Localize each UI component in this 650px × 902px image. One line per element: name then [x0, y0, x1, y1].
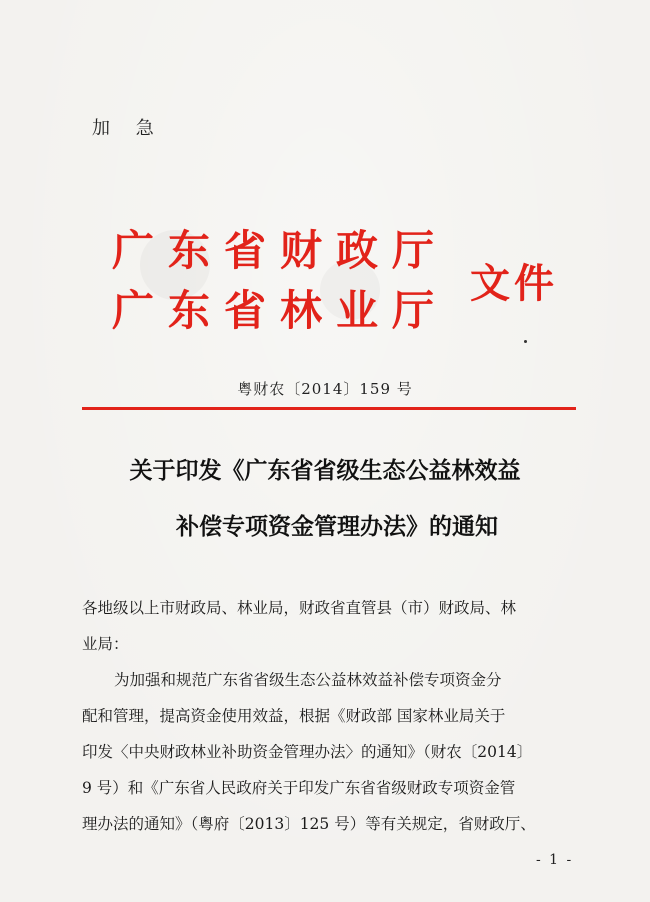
issuer-line-1: 广东省财政厅 — [112, 226, 449, 275]
body-text — [82, 590, 582, 850]
issuer-line-2: 广东省林业厅 — [112, 286, 449, 335]
red-divider-line — [82, 407, 576, 410]
mark-dot — [524, 340, 527, 343]
body-line: 业局： — [82, 635, 129, 653]
body-line: 配和管理，提高资金使用效益，根据《财政部 国家林业局关于 — [82, 707, 506, 725]
body-line: 理办法的通知》（粤府〔2013〕125 号）等有关规定，省财政厅、 — [82, 815, 536, 833]
document-title-line-1: 关于印发《广东省省级生态公益林效益 — [129, 457, 521, 484]
body-line: 各地级以上市财政局、林业局，财政省直管县（市）财政局、林 — [82, 599, 517, 617]
body-line: 9 号）和《广东省人民政府关于印发广东省省级财政专项资金管 — [82, 779, 516, 797]
document-suffix: 文件 — [470, 261, 558, 307]
document-title-line-2: 补偿专项资金管理办法》的通知 — [176, 513, 498, 540]
body-line: 为加强和规范广东省省级生态公益林效益补偿专项资金分 — [114, 671, 502, 689]
issuer-block — [112, 218, 592, 338]
urgency-label: 加 急 — [92, 118, 164, 139]
page-number: - 1 - — [536, 852, 574, 868]
document-number: 粤财农〔2014〕159 号 — [237, 380, 413, 398]
body-line: 印发〈中央财政林业补助资金管理办法〉的通知》（财农〔2014〕 — [82, 743, 533, 761]
